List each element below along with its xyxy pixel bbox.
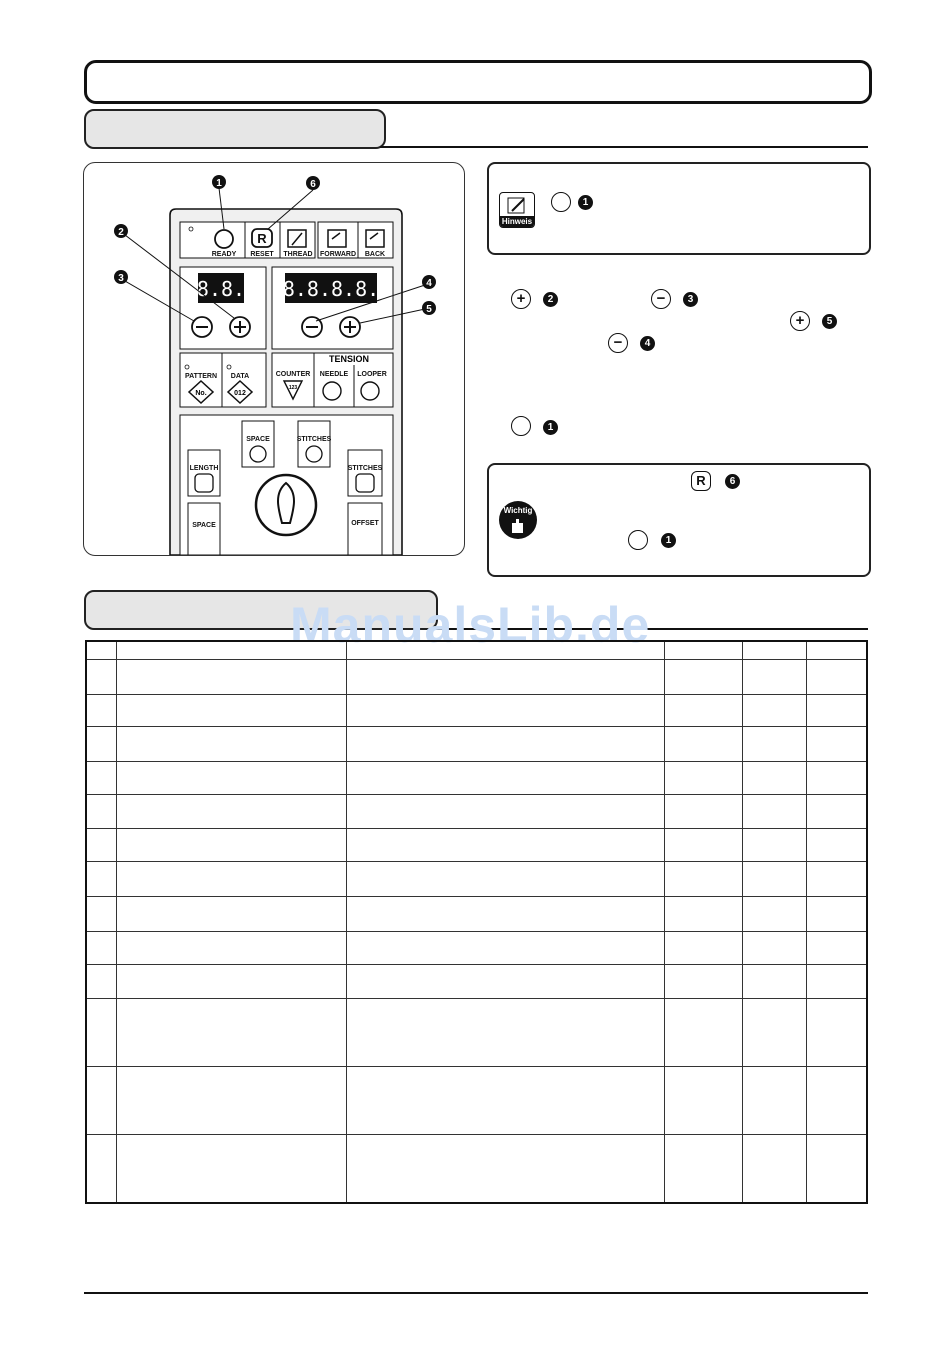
table-cell [742, 896, 806, 931]
table-cell [346, 861, 664, 896]
table-cell [665, 896, 743, 931]
table-cell [346, 998, 664, 1066]
table-cell [117, 794, 346, 828]
table-cell [806, 931, 867, 964]
watermark: ManualsLib.de [290, 597, 651, 653]
table-row [86, 896, 867, 931]
plus-key-icon-b: + [790, 311, 810, 331]
space-label-bottom: SPACE [192, 522, 216, 529]
table-cell [117, 1134, 346, 1203]
callout-1: 1 [216, 178, 222, 189]
table-cell [742, 641, 806, 659]
table-cell [117, 931, 346, 964]
table-cell [806, 761, 867, 794]
thread-label: THREAD [283, 251, 313, 258]
table-cell [665, 1066, 743, 1134]
table-cell [117, 761, 346, 794]
reset-key-icon: R [691, 471, 711, 491]
svg-text:No.: No. [195, 390, 207, 397]
table-cell [86, 1066, 117, 1134]
table-cell [86, 1134, 117, 1203]
data-table [85, 640, 868, 1204]
stitches-label-top: STITCHES [296, 436, 332, 443]
wichtig-label: Wichtig [503, 506, 533, 515]
table-row [86, 998, 867, 1066]
table-cell [86, 896, 117, 931]
table-cell [86, 761, 117, 794]
table-cell [117, 896, 346, 931]
svg-text:012: 012 [234, 390, 246, 397]
callout-3: 3 [118, 273, 124, 284]
table-cell [665, 794, 743, 828]
tension-label: TENSION [328, 354, 370, 364]
table-cell [346, 828, 664, 861]
counter-label: COUNTER [275, 371, 311, 378]
section-1-rule [380, 146, 868, 148]
table-row [86, 931, 867, 964]
table-row [86, 726, 867, 761]
footer-rule [84, 1292, 868, 1294]
table-cell [346, 1066, 664, 1134]
table-cell [806, 726, 867, 761]
table-cell [346, 794, 664, 828]
ref-badge-5: 5 [822, 314, 837, 329]
table-row [86, 1066, 867, 1134]
reset-key-label: R [257, 231, 267, 246]
table-cell [346, 931, 664, 964]
table-cell [806, 694, 867, 726]
ref-badge-1b: 1 [661, 533, 676, 548]
ready-label: READY [211, 251, 237, 258]
callout-2: 2 [118, 227, 124, 238]
table-cell [346, 1134, 664, 1203]
table-row [86, 1134, 867, 1203]
needle-label: NEEDLE [319, 371, 349, 378]
table-cell [117, 641, 346, 659]
table-cell [742, 964, 806, 998]
ref-badge-2: 2 [543, 292, 558, 307]
table-header-row [86, 641, 867, 659]
table-cell [742, 998, 806, 1066]
table-cell [665, 998, 743, 1066]
table-cell [665, 964, 743, 998]
table-cell [806, 641, 867, 659]
table-cell [346, 964, 664, 998]
ref-badge-3: 3 [683, 292, 698, 307]
table-cell [665, 1134, 743, 1203]
table-cell [665, 659, 743, 694]
callout-5: 5 [426, 304, 432, 315]
table-cell [346, 659, 664, 694]
table-cell [742, 861, 806, 896]
table-cell [86, 726, 117, 761]
minus-key-icon-b: − [608, 333, 628, 353]
ready-key-icon-b [511, 416, 531, 436]
table-row [86, 794, 867, 828]
ready-key-icon-c [628, 530, 648, 550]
table-cell [665, 861, 743, 896]
table-cell [346, 694, 664, 726]
table-row [86, 861, 867, 896]
table-cell [117, 861, 346, 896]
table-cell [86, 828, 117, 861]
table-cell [86, 861, 117, 896]
thread-icon [288, 230, 306, 247]
table-row [86, 761, 867, 794]
operation-panel-figure [83, 162, 465, 556]
table-cell [117, 1066, 346, 1134]
callout-6: 6 [310, 179, 316, 190]
back-label: BACK [364, 251, 386, 258]
offset-label: OFFSET [351, 520, 379, 527]
table-cell [742, 931, 806, 964]
table-cell [742, 726, 806, 761]
callout-4: 4 [426, 278, 432, 289]
back-icon [366, 230, 384, 247]
table-cell [346, 896, 664, 931]
table-cell [742, 1134, 806, 1203]
table-cell [117, 726, 346, 761]
forward-label: FORWARD [319, 251, 357, 258]
plus-key-icon-a: + [511, 289, 531, 309]
table-cell [806, 896, 867, 931]
table-cell [806, 861, 867, 896]
needle-icon [323, 382, 341, 400]
svg-text:123: 123 [288, 385, 298, 391]
ready-button-icon [215, 230, 233, 248]
ready-key-icon [551, 192, 571, 212]
hinweis-label: Hinweis [501, 217, 533, 226]
table-cell [806, 828, 867, 861]
hinweis-ref-badge: 1 [578, 195, 593, 210]
table-cell [665, 931, 743, 964]
wichtig-icon [499, 501, 537, 539]
length-label: LENGTH [189, 465, 219, 472]
table-cell [86, 659, 117, 694]
table-cell [742, 828, 806, 861]
looper-icon [361, 382, 379, 400]
space-label-top: SPACE [246, 436, 270, 443]
table-cell [742, 694, 806, 726]
operation-panel-drawing [84, 163, 464, 555]
minus-key-icon-a: − [651, 289, 671, 309]
reset-label: RESET [250, 251, 274, 258]
table-cell [806, 998, 867, 1066]
table-cell [742, 761, 806, 794]
table-cell [86, 998, 117, 1066]
table-cell [806, 1066, 867, 1134]
left-display-digits: 8.8. [196, 277, 246, 301]
table-cell [346, 761, 664, 794]
table-cell [86, 641, 117, 659]
data-label: DATA [230, 373, 250, 380]
table-cell [346, 726, 664, 761]
wichtig-note-box [487, 463, 871, 577]
table-cell [742, 659, 806, 694]
ref-badge-4: 4 [640, 336, 655, 351]
table-cell [86, 794, 117, 828]
table-cell [742, 794, 806, 828]
hinweis-icon [499, 192, 535, 228]
table-cell [86, 931, 117, 964]
table-cell [806, 659, 867, 694]
table-cell [665, 694, 743, 726]
table-cell [742, 1066, 806, 1134]
table-cell [117, 998, 346, 1066]
table-cell [806, 964, 867, 998]
section-tab-1 [84, 109, 386, 149]
stitches-label-right: STITCHES [347, 465, 383, 472]
ref-badge-1: 1 [543, 420, 558, 435]
right-display-digits: 8.8.8.8. [282, 277, 380, 301]
table-cell [806, 1134, 867, 1203]
table-cell [346, 641, 664, 659]
forward-icon [328, 230, 346, 247]
hinweis-note-box [487, 162, 871, 255]
pattern-label: PATTERN [184, 373, 218, 380]
table-row [86, 828, 867, 861]
ref-badge-6: 6 [725, 474, 740, 489]
table-cell [665, 641, 743, 659]
table-cell [117, 694, 346, 726]
table-cell [665, 761, 743, 794]
looper-label: LOOPER [357, 371, 387, 378]
table-cell [117, 828, 346, 861]
table-cell [665, 726, 743, 761]
table-cell [86, 964, 117, 998]
table-row [86, 964, 867, 998]
table-row [86, 694, 867, 726]
table-cell [665, 828, 743, 861]
table-cell [806, 794, 867, 828]
table-cell [86, 694, 117, 726]
page-title-box [84, 60, 872, 104]
table-row [86, 659, 867, 694]
table-cell [117, 964, 346, 998]
table-cell [117, 659, 346, 694]
